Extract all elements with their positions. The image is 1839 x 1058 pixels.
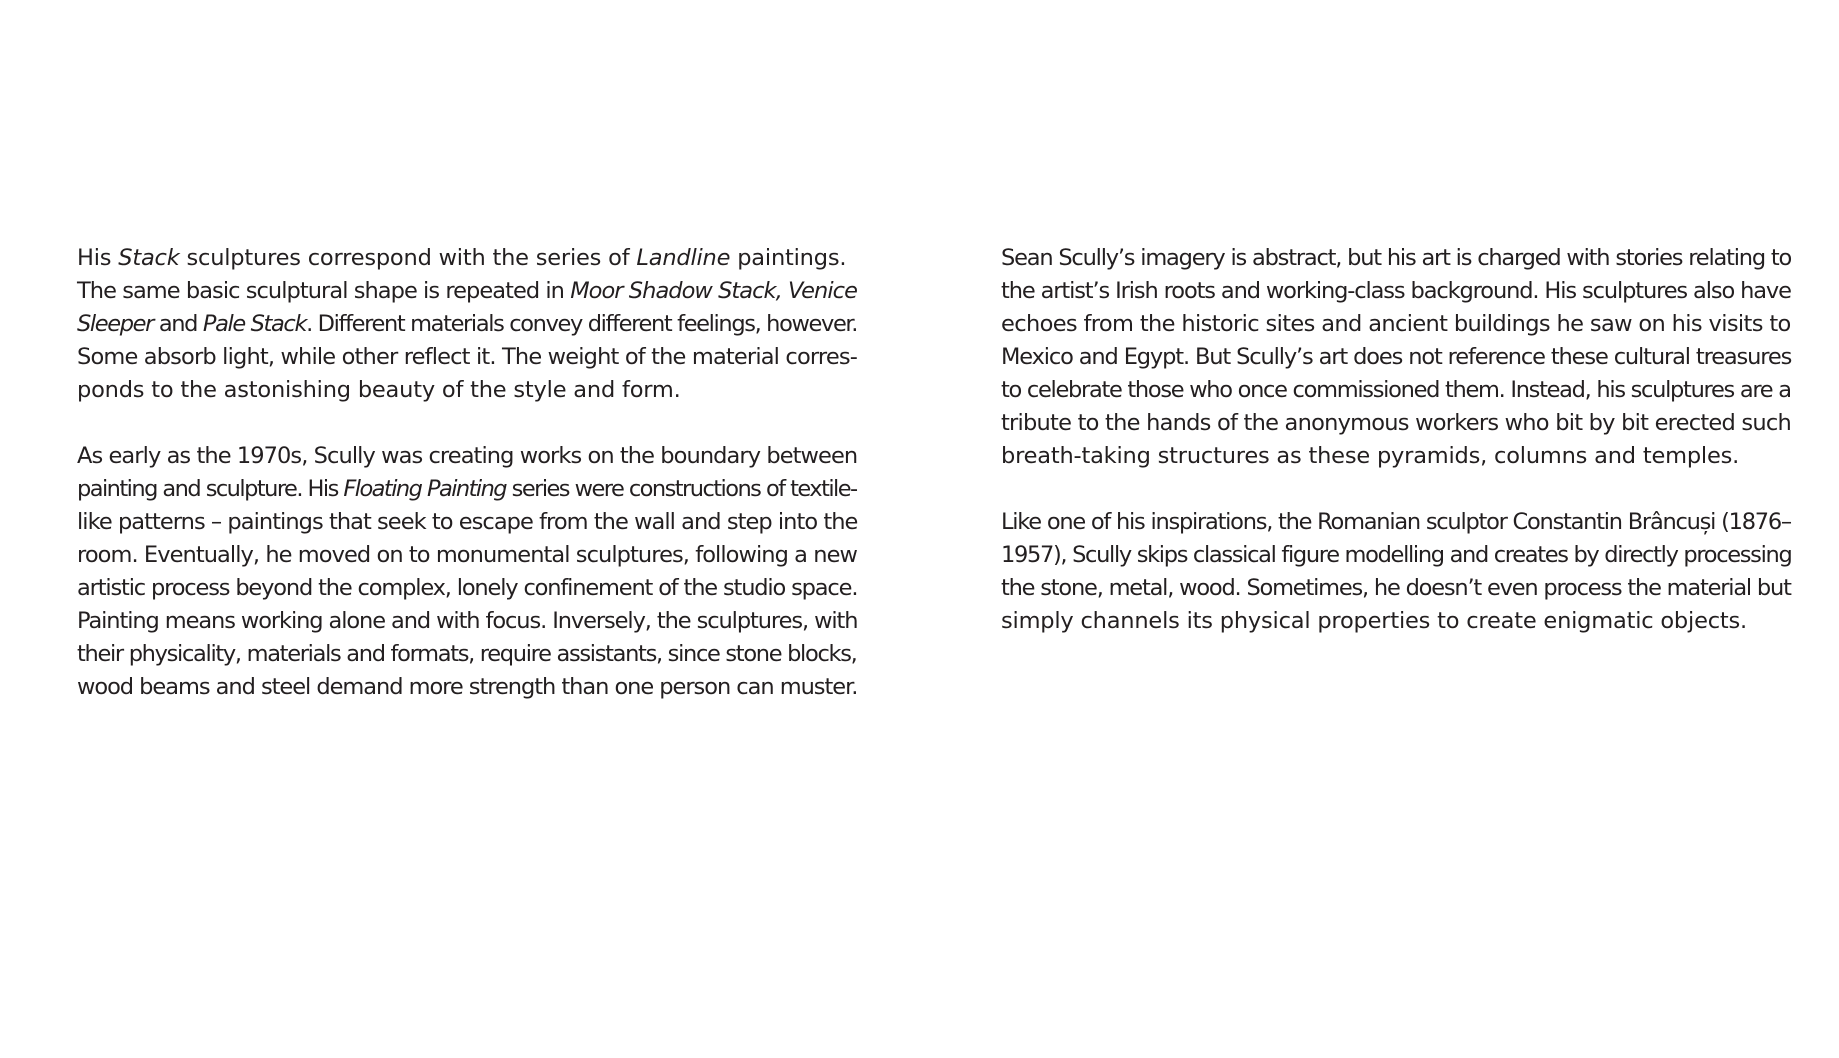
text-line — [77, 308, 857, 341]
text-line: to celebrate those who once commissioned them. Instead, his sculptures are a — [1001, 377, 1791, 403]
right-paragraph-2 — [1001, 506, 1791, 638]
text-run: paintings. — [730, 245, 847, 271]
right-text-column — [1001, 242, 1791, 671]
text-line: tribute to the hands of the anonymous workers who bit by bit erected such — [1001, 410, 1791, 436]
artwork-title-floating-painting: Floating Painting — [343, 476, 507, 502]
left-paragraph-1 — [77, 242, 857, 407]
artwork-title-sleeper: Sleeper — [77, 311, 154, 337]
text-line: breath-taking structures as these pyramids, columns and temples. — [1001, 443, 1740, 469]
text-run: and — [153, 311, 203, 337]
text-line: Some absorb light, while other reflect it. The weight of the material corres- — [77, 344, 857, 370]
text-line — [77, 473, 857, 506]
text-line: Mexico and Egypt. But Scully’s art does not reference these cultural treasures — [1001, 344, 1792, 370]
text-line — [77, 242, 857, 275]
text-line: the artist’s Irish roots and working-class background. His sculptures also have — [1001, 278, 1791, 304]
text-line: simply channels its physical properties to create enigmatic objects. — [1001, 608, 1747, 634]
text-line: ponds to the astonishing beauty of the style and form. — [77, 377, 681, 403]
text-line: room. Eventually, he moved on to monumental sculptures, following a new — [77, 542, 857, 568]
text-run: series were constructions of textile- — [506, 476, 857, 502]
text-line — [77, 275, 857, 308]
left-paragraph-2 — [77, 440, 857, 704]
text-line: Sean Scully’s imagery is abstract, but his art is charged with stories relating to — [1001, 245, 1792, 271]
artwork-title-pale-stack: Pale Stack — [202, 311, 307, 337]
text-line: like patterns – paintings that seek to escape from the wall and step into the — [77, 509, 858, 535]
text-line: the stone, metal, wood. Sometimes, he doesn’t even process the material but — [1001, 575, 1791, 601]
text-line: echoes from the historic sites and ancient buildings he saw on his visits to — [1001, 311, 1791, 337]
text-line: 1957), Scully skips classical figure modelling and creates by directly processing — [1001, 542, 1792, 568]
text-run: The same basic sculptural shape is repeated in — [77, 278, 571, 304]
artwork-title-stack: Stack — [118, 245, 180, 271]
text-line: their physicality, materials and formats, require assistants, since stone blocks, — [77, 641, 857, 667]
text-line: As early as the 1970s, Scully was creating works on the boundary between — [77, 443, 858, 469]
right-paragraph-1 — [1001, 242, 1791, 473]
text-line: wood beams and steel demand more strength than one person can muster. — [77, 674, 858, 700]
text-line: Painting means working alone and with focus. Inversely, the sculptures, with — [77, 608, 858, 634]
artwork-title-moor-shadow-stack: Moor Shadow Stack, Venice — [570, 278, 857, 304]
text-line: Like one of his inspirations, the Romanian sculptor Constantin Brâncuși (1876– — [1001, 509, 1791, 535]
text-run: His — [77, 245, 119, 271]
left-text-column — [77, 242, 857, 737]
text-line: artistic process beyond the complex, lonely confinement of the studio space. — [77, 575, 858, 601]
artwork-title-landline: Landline — [636, 245, 731, 271]
text-run: . Different materials convey different feelings, however. — [306, 311, 858, 337]
text-run: painting and sculpture. His — [77, 476, 344, 502]
text-run: sculptures correspond with the series of — [179, 245, 637, 271]
